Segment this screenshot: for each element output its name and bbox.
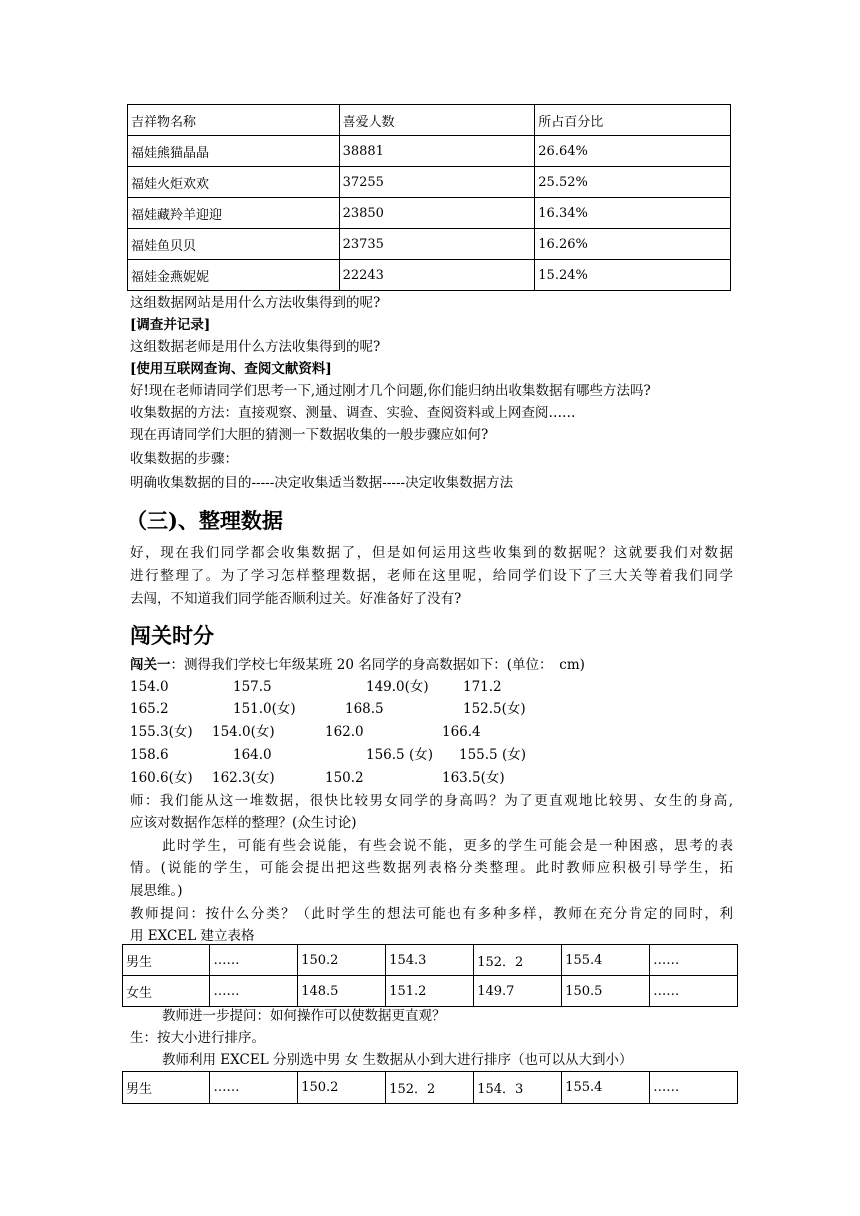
height-value: 154.0 [130,679,169,695]
table-cell: 22243 [339,260,535,291]
table-cell: 152．2 [386,1072,474,1104]
paragraph-steps: 明确收集数据的目的-----决定收集适当数据-----决定收集数据方法 [130,475,514,491]
table-cell: 福娃火炬欢欢 [128,167,340,198]
table-cell: 福娃藏羚羊迎迎 [128,198,340,229]
height-value: 166.4 [442,724,481,740]
question-web-method: 这组数据网站是用什么方法收集得到的呢? [130,295,381,311]
table-cell: 37255 [339,167,535,198]
table-cell: …… [650,945,738,976]
table-cell: 16.34% [535,198,731,229]
table-cell: 150.2 [298,1072,386,1104]
table-cell: …… [650,1072,738,1104]
table-cell: 15.24% [535,260,731,291]
height-value: 160.6(女) [130,770,193,786]
teacher-line: 展思维。) [130,883,183,899]
teacher-line: 用 EXCEL 建立表格 [130,928,255,944]
table-cell: 16.26% [535,229,731,260]
teacher-line: 教师利用 EXCEL 分别选中男 女 生数据从小到大进行排序（也可以从大到小） [162,1052,633,1068]
table-cell: 23735 [339,229,535,260]
table-cell: …… [650,976,738,1007]
height-value: 150.2 [325,770,364,786]
header-cell: 喜爱人数 [339,105,535,136]
table-row [123,945,738,976]
paragraph-steps-label: 收集数据的步骤： [130,451,238,467]
table-row [128,229,731,260]
height-value: 168.5 [345,701,384,717]
height-value: 162.3(女) [212,770,275,786]
table-cell: …… [210,945,298,976]
height-value: 157.5 [233,679,272,695]
table-row [128,136,731,167]
table-cell: 151.2 [386,976,474,1007]
header-cell: 所占百分比 [535,105,731,136]
height-value: 156.5 (女) [366,747,433,763]
section-title: （三)、整理数据 [126,508,283,533]
table-row [123,1072,738,1104]
table-cell: 152．2 [474,945,562,976]
table-cell: 154．3 [474,1072,562,1104]
height-data-row [0,767,860,789]
height-value: 154.0(女) [212,724,275,740]
height-value: 149.0(女) [366,679,429,695]
table-cell: 148.5 [298,976,386,1007]
height-data-row [0,676,860,698]
table-row [128,167,731,198]
table-cell: 149.7 [474,976,562,1007]
table-header-row [128,105,731,136]
height-value: 152.5(女) [463,701,526,717]
table-row [123,976,738,1007]
table-cell: 38881 [339,136,535,167]
section-paragraph-line: 好，现在我们同学都会收集数据了，但是如何运用这些收集到的数据呢？这就要我们对数据 [130,545,733,561]
level1-heading [130,654,585,676]
table-cell: 女生 [123,976,210,1007]
teacher-line: 应该对数据作怎样的整理？(众生讨论) [130,815,357,831]
table-cell: 23850 [339,198,535,229]
table-cell: 25.52% [535,167,731,198]
table-cell: 福娃金燕妮妮 [128,260,340,291]
table-row [128,198,731,229]
table-cell: 155.4 [562,945,650,976]
table-cell: 男生 [123,945,210,976]
height-value: 158.6 [130,747,169,763]
level1-text: ：测得我们学校七年级某班 20 名同学的身高数据如下：(单位： cm) [170,657,585,673]
table-row [128,260,731,291]
sorted-height-table [122,1071,738,1104]
table-cell: 150.2 [298,945,386,976]
teacher-line: 此时学生，可能有些会说能，有些会说不能，更多的学生可能会是一种困惑，思考的表 [162,838,733,854]
table-cell: 155.4 [562,1072,650,1104]
table-cell: 男生 [123,1072,210,1104]
level-title: 闯关时分 [130,623,214,648]
table-cell: 154.3 [386,945,474,976]
question-teacher-method: 这组数据老师是用什么方法收集得到的呢? [130,339,381,355]
level1-label: 闯关一 [130,657,171,673]
table-cell: …… [210,976,298,1007]
paragraph-guess: 现在再请同学们大胆的猜测一下数据收集的一般步骤应如何? [130,427,489,443]
height-value: 162.0 [325,724,364,740]
height-value: 171.2 [463,679,502,695]
height-category-table [122,944,738,1007]
teacher-line: 教师提问：按什么分类？（此时学生的想法可能也有多种多样，教师在充分肯定的同时，利 [130,906,733,922]
section-paragraph-line: 进行整理了。为了学习怎样整理数据，老师在这里呢，给同学们设下了三大关等着我们同学 [130,568,733,584]
height-value: 165.2 [130,701,169,717]
header-cell: 吉祥物名称 [128,105,340,136]
answer-survey: [调查并记录] [130,317,211,333]
teacher-line: 教师进一步提问：如何操作可以使数据更直观？ [162,1008,446,1024]
height-data-row [0,698,860,720]
paragraph-methods: 收集数据的方法：直接观察、测量、调查、实验、查阅资料或上网查阅…… [130,405,576,421]
table-cell: 150.5 [562,976,650,1007]
paragraph-think: 好!现在老师请同学们思考一下,通过刚才几个问题,你们能归纳出收集数据有哪些方法吗? [130,383,651,399]
height-value: 151.0(女) [233,701,296,717]
height-data-row [0,721,860,743]
height-data-row [0,744,860,766]
student-line: 生：按大小进行排序。 [130,1030,265,1046]
section-paragraph-line: 去闯，不知道我们同学能否顺利过关。好准备好了没有? [130,591,462,607]
teacher-line: 师：我们能从这一堆数据，很快比较男女同学的身高吗？为了更直观地比较男、女生的身高, [130,793,733,809]
mascot-table [127,104,731,291]
teacher-line: 情。(说能的学生，可能会提出把这些数据列表格分类整理。此时教师应积极引导学生，拓 [130,860,733,876]
table-cell: …… [210,1072,298,1104]
table-cell: 福娃熊猫晶晶 [128,136,340,167]
answer-internet: [使用互联网查询、查阅文献资料] [130,361,332,377]
height-value: 155.5 (女) [459,747,526,763]
height-value: 163.5(女) [442,770,505,786]
table-cell: 福娃鱼贝贝 [128,229,340,260]
height-value: 164.0 [233,747,272,763]
height-value: 155.3(女) [130,724,193,740]
table-cell: 26.64% [535,136,731,167]
